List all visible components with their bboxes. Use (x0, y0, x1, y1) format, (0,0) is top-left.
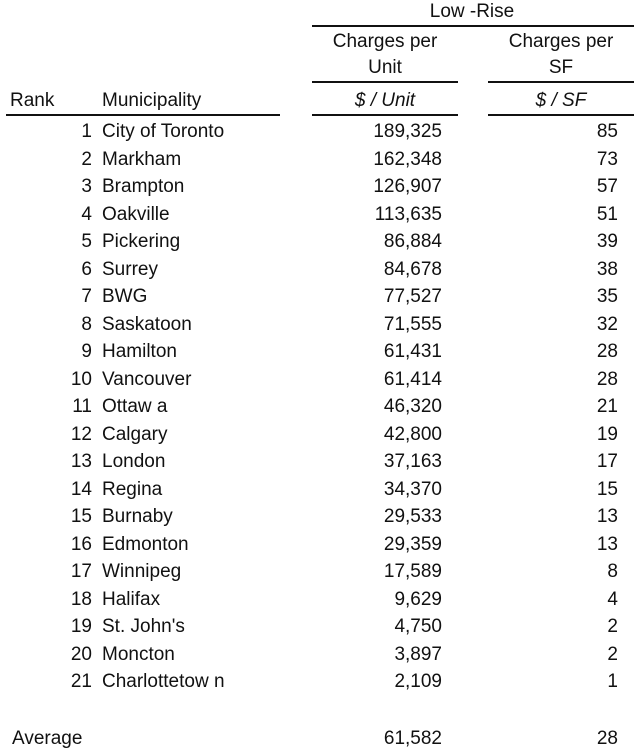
group-header-rule (312, 25, 634, 27)
rank-cell: 13 (70, 451, 92, 472)
rank-cell: 16 (70, 533, 92, 555)
charges-per-unit-cell: 37,163 (383, 451, 442, 472)
charges-per-sf-cell: 2 (607, 616, 618, 637)
charges-per-sf-cell: 13 (596, 533, 618, 555)
charges-per-sf-cell: 2 (607, 643, 618, 665)
charges-per-sf-cell: 17 (596, 451, 618, 472)
municipality-cell: Regina (102, 478, 163, 500)
charges-per-unit-cell: 29,359 (383, 533, 442, 555)
municipality-cell: Charlottetow n (102, 671, 225, 692)
charges-per-unit-cell: 77,527 (383, 286, 442, 307)
charges-per-unit-cell: 61,414 (383, 368, 442, 390)
per-unit-units-rule (312, 114, 458, 116)
municipality-cell: Ottaw a (102, 396, 168, 417)
charges-per-sf-cell: 15 (596, 478, 618, 500)
municipality-cell: Hamilton (102, 341, 177, 362)
municipality-cell: St. John's (102, 616, 185, 637)
charges-per-sf-cell: 51 (596, 203, 618, 225)
rank-cell: 2 (81, 148, 92, 170)
municipality-cell: Halifax (102, 588, 161, 610)
charges-per-sf-cell: 28 (596, 368, 618, 390)
municipality-cell: Brampton (102, 176, 185, 197)
charges-per-unit-cell: 4,750 (394, 616, 442, 637)
municipality-cell: Saskatoon (102, 313, 192, 335)
col-header-per-sf-line1: Charges per (508, 31, 614, 52)
municipality-cell: Pickering (102, 231, 181, 252)
municipality-cell: Vancouver (102, 368, 192, 390)
charges-per-unit-cell: 46,320 (383, 396, 442, 417)
municipality-cell: Edmonton (102, 533, 189, 555)
rank-cell: 14 (70, 478, 92, 500)
col-units-per-sf: $ / SF (535, 90, 587, 111)
municipality-cell: Surrey (102, 258, 158, 280)
charges-per-unit-cell: 29,533 (383, 506, 442, 527)
charges-per-sf-cell: 73 (596, 148, 618, 170)
charges-per-unit-cell: 9,629 (394, 588, 442, 610)
average-per-unit: 61,582 (383, 728, 442, 749)
charges-per-sf-cell: 35 (596, 286, 618, 307)
rank-cell: 20 (70, 643, 92, 665)
charges-per-unit-cell: 17,589 (383, 561, 442, 582)
charges-per-unit-cell: 113,635 (374, 203, 442, 225)
charges-per-unit-cell: 2,109 (394, 671, 442, 692)
charges-per-sf-cell: 8 (607, 561, 618, 582)
charges-per-unit-cell: 162,348 (373, 148, 442, 170)
municipality-cell: Moncton (102, 643, 175, 665)
col-header-per-unit-line2: Unit (368, 57, 402, 78)
rank-cell: 17 (70, 561, 92, 582)
rank-municipality-rule (6, 114, 280, 116)
municipality-cell: London (102, 451, 166, 472)
charges-per-unit-cell: 86,884 (383, 231, 442, 252)
charges-per-unit-cell: 189,325 (373, 121, 442, 142)
charges-per-unit-cell: 71,555 (383, 313, 442, 335)
charges-per-sf-cell: 28 (596, 341, 618, 362)
municipality-cell: Markham (102, 148, 182, 170)
rank-cell: 21 (70, 671, 92, 692)
charges-per-sf-cell: 38 (596, 258, 618, 280)
municipality-cell: City of Toronto (102, 121, 225, 142)
charges-per-unit-cell: 42,800 (383, 423, 442, 445)
rank-cell: 15 (70, 506, 92, 527)
rank-cell: 3 (81, 176, 92, 197)
charges-per-unit-cell: 61,431 (383, 341, 442, 362)
charges-per-sf-cell: 21 (596, 396, 618, 417)
rank-cell: 1 (81, 121, 92, 142)
charges-per-sf-cell: 85 (596, 121, 618, 142)
municipality-cell: Burnaby (102, 506, 173, 527)
average-label: Average (12, 728, 83, 749)
charges-per-sf-cell: 57 (596, 176, 618, 197)
charges-per-sf-cell: 39 (596, 231, 618, 252)
per-unit-header-rule (312, 81, 458, 83)
col-units-per-unit: $ / Unit (354, 90, 416, 111)
municipality-cell: Oakville (102, 203, 170, 225)
charges-per-sf-cell: 13 (596, 506, 618, 527)
per-sf-header-rule (488, 81, 634, 83)
col-header-per-unit-line1: Charges per (332, 31, 438, 52)
average-per-sf: 28 (596, 728, 618, 749)
col-header-municipality: Municipality (102, 90, 202, 111)
rank-cell: 5 (81, 231, 92, 252)
group-header-low-rise: Low -Rise (429, 1, 515, 22)
municipality-cell: Winnipeg (102, 561, 182, 582)
rank-cell: 6 (81, 258, 92, 280)
municipality-cell: Calgary (102, 423, 168, 445)
rank-cell: 8 (81, 313, 92, 335)
charges-per-sf-cell: 32 (596, 313, 618, 335)
municipality-cell: BWG (102, 286, 148, 307)
charges-per-sf-cell: 4 (607, 588, 618, 610)
rank-cell: 18 (70, 588, 92, 610)
charges-per-unit-cell: 34,370 (383, 478, 442, 500)
rank-cell: 7 (81, 286, 92, 307)
rank-cell: 4 (81, 203, 92, 225)
per-sf-units-rule (488, 114, 634, 116)
charges-per-sf-cell: 1 (607, 671, 618, 692)
rank-cell: 19 (70, 616, 92, 637)
col-header-rank: Rank (10, 90, 55, 111)
col-header-per-sf-line2: SF (548, 57, 574, 78)
rank-cell: 12 (70, 423, 92, 445)
charges-per-unit-cell: 3,897 (394, 643, 442, 665)
rank-cell: 11 (72, 396, 92, 417)
rank-cell: 10 (70, 368, 92, 390)
rank-cell: 9 (81, 341, 92, 362)
charges-per-unit-cell: 126,907 (373, 176, 442, 197)
charges-per-unit-cell: 84,678 (383, 258, 442, 280)
charges-per-sf-cell: 19 (596, 423, 618, 445)
